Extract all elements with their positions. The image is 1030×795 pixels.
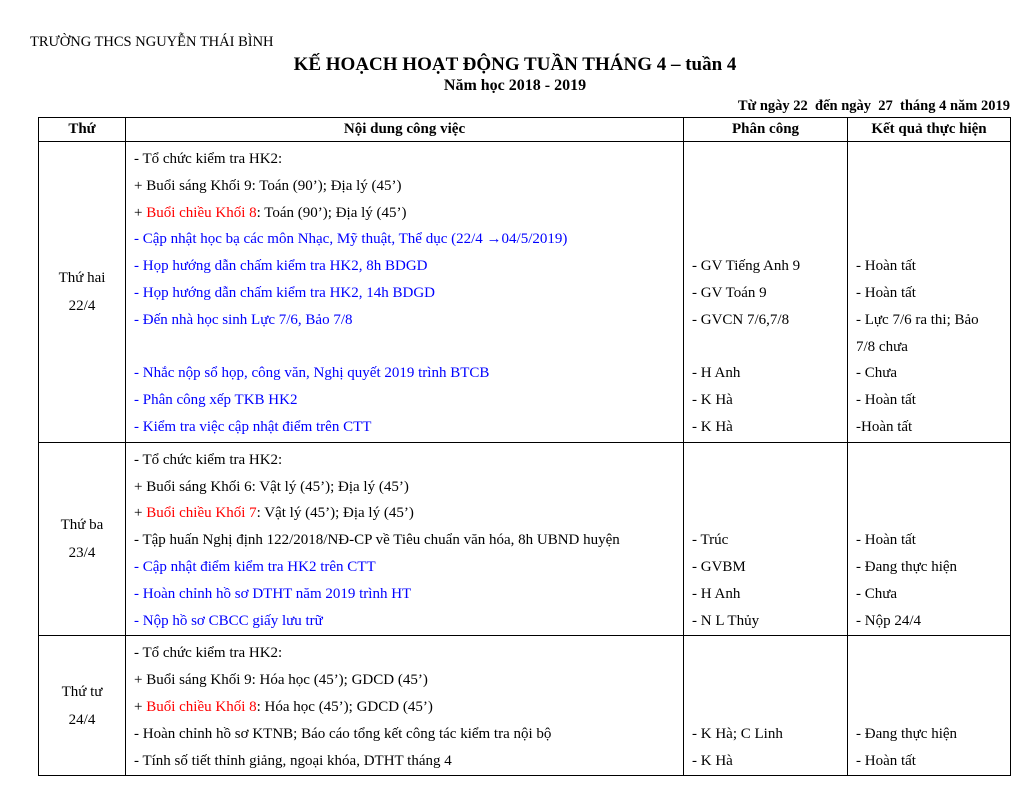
result-line: - Lực 7/6 ra thi; Bảo — [856, 311, 979, 328]
result-line: - Chưa — [856, 585, 898, 602]
result-line — [856, 200, 1002, 227]
text-segment: - Kiểm tra việc cập nhật điểm trên CTT — [134, 418, 372, 435]
day-date: 23/4 — [68, 545, 96, 562]
day-row — [39, 142, 1011, 443]
day-cell — [39, 142, 126, 443]
assignment-line — [692, 334, 839, 361]
plan-table-body — [39, 142, 1011, 776]
result-line — [856, 226, 1002, 253]
result-line: - Hoàn tất — [856, 284, 916, 301]
text-segment: - Đến nhà học sinh Lực 7/6, Bảo 7/8 — [134, 311, 353, 328]
assignment-line: - K Hà — [692, 418, 733, 435]
text-segment: Buổi chiều Khối 8 — [146, 698, 257, 715]
assignment-line: - K Hà — [692, 752, 733, 769]
tasks-cell — [126, 442, 684, 636]
task-line — [134, 334, 675, 361]
text-segment: Buổi chiều Khối 8 — [146, 204, 257, 221]
result-line: - Đang thực hiện — [856, 725, 958, 742]
text-segment: - Họp hướng dẫn chấm kiểm tra HK2, 14h BDGD — [134, 284, 436, 301]
assignment-line — [692, 146, 839, 173]
result-line — [856, 173, 1002, 200]
result-line — [856, 146, 1002, 173]
result-line: 7/8 chưa — [856, 338, 908, 355]
day-name: Thứ ba — [60, 517, 104, 534]
school-year-subtitle: Năm học 2018 - 2019 — [443, 77, 587, 94]
assignment-cell — [684, 636, 848, 776]
result-line: - Hoàn tất — [856, 258, 916, 275]
task-line — [134, 173, 675, 200]
assignment-line — [692, 447, 839, 474]
assignment-line: - GVCN 7/6,7/8 — [692, 311, 790, 328]
text-segment: - Hoàn chỉnh hồ sơ DTHT năm 2019 trình HT — [134, 585, 412, 602]
school-name: TRƯỜNG THCS NGUYỄN THÁI BÌNH — [30, 34, 274, 50]
text-segment: - Tổ chức kiểm tra HK2: — [134, 451, 283, 468]
col-header-result: Kết quả thực hiện — [848, 118, 1011, 142]
task-line — [134, 200, 675, 227]
text-segment: - Nộp hồ sơ CBCC giấy lưu trữ — [134, 612, 323, 629]
result-line: - Hoàn tất — [856, 752, 916, 769]
result-line — [856, 447, 1002, 474]
task-line — [134, 554, 675, 581]
task-line — [134, 694, 675, 721]
task-line — [134, 387, 675, 414]
task-line — [134, 500, 675, 527]
day-date: 22/4 — [68, 297, 96, 314]
task-line — [134, 447, 675, 474]
day-name: Thứ hai — [58, 269, 106, 286]
task-line — [134, 721, 675, 748]
assignment-line — [692, 500, 839, 527]
task-line — [134, 280, 675, 307]
result-line — [856, 474, 1002, 501]
assignment-cell — [684, 442, 848, 636]
weekly-plan-table — [38, 117, 1011, 776]
task-line — [134, 226, 675, 253]
col-header-day: Thứ — [39, 118, 126, 142]
assignment-line — [692, 200, 839, 227]
day-name: Thứ tư — [61, 683, 103, 700]
assignment-line: - N L Thủy — [692, 612, 760, 629]
assignment-line — [692, 694, 839, 721]
tasks-cell — [126, 142, 684, 443]
task-line — [134, 146, 675, 173]
task-line — [134, 581, 675, 608]
result-line: -Hoàn tất — [856, 418, 913, 435]
result-line — [856, 640, 1002, 667]
task-line — [134, 608, 675, 635]
assignment-line — [692, 667, 839, 694]
result-cell — [848, 442, 1011, 636]
text-segment: : Hóa học (45’); GDCD (45’) — [256, 698, 433, 715]
assignment-line — [692, 226, 839, 253]
text-segment: - Cập nhật học bạ các môn Nhạc, Mỹ thuật, Thể dục (22/4 →04/5/2019) — [134, 231, 568, 248]
col-header-tasks: Nội dung công việc — [126, 118, 684, 142]
result-line: - Chưa — [856, 365, 898, 382]
text-segment: - Phân công xếp TKB HK2 — [134, 392, 298, 409]
text-segment: + — [134, 204, 147, 221]
text-segment: - Họp hướng dẫn chấm kiểm tra HK2, 8h BDGD — [134, 258, 428, 275]
result-cell — [848, 636, 1011, 776]
result-line — [856, 694, 1002, 721]
day-cell — [39, 636, 126, 776]
tasks-cell — [126, 636, 684, 776]
text-segment: - Nhắc nộp sổ họp, công văn, Nghị quyết 2019 trình BTCB — [134, 365, 490, 382]
text-segment: - Tổ chức kiểm tra HK2: — [134, 151, 283, 167]
task-line — [134, 640, 675, 667]
text-segment: - Cập nhật điểm kiểm tra HK2 trên CTT — [134, 558, 376, 575]
task-line — [134, 667, 675, 694]
result-line: - Nộp 24/4 — [856, 612, 921, 629]
task-line — [134, 474, 675, 501]
day-date: 24/4 — [68, 711, 96, 728]
assignment-line — [692, 474, 839, 501]
table-header-row — [39, 118, 1011, 142]
text-segment: - Tập huấn Nghị định 122/2018/NĐ-CP về Tiêu chuẩn văn hóa, 8h UBND huyện — [134, 532, 620, 549]
assignment-line: - H Anh — [692, 585, 741, 602]
assignment-line: - H Anh — [692, 365, 741, 382]
day-cell — [39, 442, 126, 636]
assignment-line: - GV Toán 9 — [692, 284, 767, 301]
date-range: Từ ngày 22 đến ngày 27 tháng 4 năm 2019 — [737, 98, 1010, 114]
col-header-assignment: Phân công — [684, 118, 848, 142]
text-segment: : Toán (90’); Địa lý (45’) — [256, 204, 407, 221]
result-cell — [848, 142, 1011, 443]
text-segment: + — [134, 505, 147, 522]
text-segment: + — [134, 698, 147, 715]
task-line — [134, 748, 675, 775]
assignment-line — [692, 173, 839, 200]
task-line — [134, 527, 675, 554]
text-segment: + Buổi sáng Khối 9: Hóa học (45’); GDCD (45’) — [134, 672, 428, 689]
result-line: - Hoàn tất — [856, 392, 916, 409]
text-segment: : Vật lý (45’); Địa lý (45’) — [256, 505, 414, 522]
assignment-line: - GV Tiếng Anh 9 — [692, 258, 801, 275]
text-segment: - Hoàn chỉnh hồ sơ KTNB; Báo cáo tổng kết công tác kiểm tra nội bộ — [134, 725, 552, 742]
assignment-line — [692, 640, 839, 667]
result-line — [856, 667, 1002, 694]
page-title: KẾ HOẠCH HOẠT ĐỘNG TUẦN THÁNG 4 – tuần 4 — [293, 54, 737, 75]
assignment-line: - K Hà — [692, 392, 733, 409]
text-segment: + Buổi sáng Khối 9: Toán (90’); Địa lý (45’) — [134, 177, 402, 194]
result-line: - Hoàn tất — [856, 532, 916, 549]
assignment-line: - GVBM — [692, 558, 746, 575]
text-segment: Buổi chiều Khối 7 — [146, 505, 257, 522]
text-segment: - Tính số tiết thỉnh giảng, ngoại khóa, DTHT tháng 4 — [134, 752, 452, 769]
day-row — [39, 636, 1011, 776]
assignment-line: - K Hà; C Linh — [692, 725, 783, 742]
text-segment: - Tổ chức kiểm tra HK2: — [134, 645, 283, 662]
task-line — [134, 414, 675, 441]
task-line — [134, 253, 675, 280]
task-line — [134, 360, 675, 387]
task-line — [134, 307, 675, 334]
assignment-cell — [684, 142, 848, 443]
assignment-line: - Trúc — [692, 532, 729, 549]
day-row — [39, 442, 1011, 636]
result-line — [856, 500, 1002, 527]
result-line: - Đang thực hiện — [856, 558, 958, 575]
text-segment: + Buổi sáng Khối 6: Vật lý (45’); Địa lý (45’) — [134, 478, 409, 495]
